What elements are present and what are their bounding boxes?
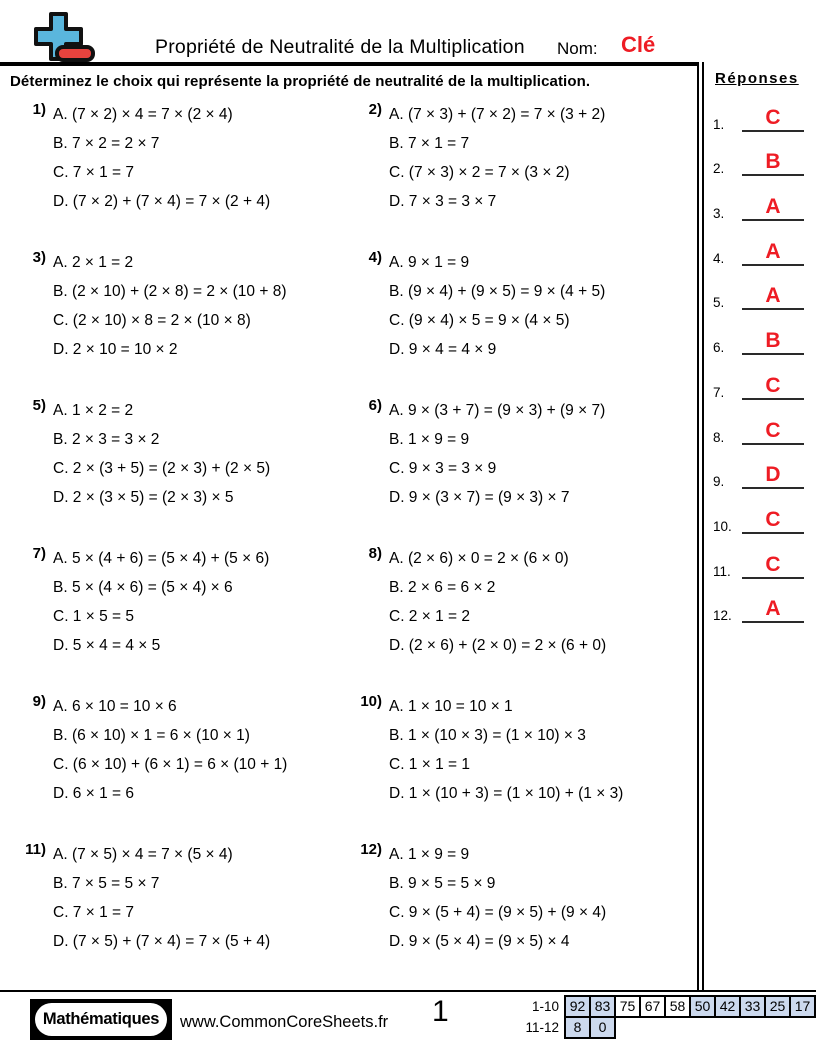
choice-list [389, 692, 623, 808]
problem-number: 6) [368, 397, 382, 414]
problem-5 [10, 396, 346, 544]
answer-number: 3. [713, 206, 725, 222]
problem-10 [346, 692, 686, 840]
answer-letter: C [742, 554, 804, 579]
score-cell: 75 [614, 995, 641, 1018]
choice-a: A. 1 × 2 = 2 [53, 402, 134, 419]
problem-7 [10, 544, 346, 692]
score-cell: 58 [664, 995, 691, 1018]
answer-letter: A [742, 285, 804, 310]
problem-number: 1) [32, 101, 46, 118]
choice-d: D. (7 × 5) + (7 × 4) = 7 × (5 + 4) [53, 933, 271, 950]
answer-item-6 [713, 310, 816, 355]
choice-a: A. (7 × 3) + (7 × 2) = 7 × (3 + 2) [389, 106, 606, 123]
answer-item-5 [713, 266, 816, 311]
answer-number: 5. [713, 295, 725, 311]
choice-b: B. 5 × (4 × 6) = (5 × 4) × 6 [53, 579, 233, 596]
choice-c: C. (7 × 3) × 2 = 7 × (3 × 2) [389, 164, 570, 181]
choice-c: C. (9 × 4) × 5 = 9 × (4 × 5) [389, 312, 570, 329]
instruction-text: Déterminez le choix qui représente la propriété de neutralité de la multiplication. [10, 73, 591, 90]
choice-d: D. 6 × 1 = 6 [53, 785, 134, 802]
choice-a: A. (7 × 5) × 4 = 7 × (5 × 4) [53, 846, 233, 863]
choice-c: C. 2 × (3 + 5) = (2 × 3) + (2 × 5) [53, 460, 271, 477]
answer-item-9 [713, 445, 816, 490]
choice-list [53, 544, 269, 660]
answer-number: 6. [713, 340, 725, 356]
problem-number: 10) [360, 693, 382, 710]
choice-list [389, 544, 606, 660]
choice-a: A. 6 × 10 = 10 × 6 [53, 698, 177, 715]
problem-2 [346, 100, 686, 248]
choice-c: C. 2 × 1 = 2 [389, 608, 470, 625]
answer-item-1 [713, 87, 816, 132]
choice-b: B. 1 × (10 × 3) = (1 × 10) × 3 [389, 727, 586, 744]
choice-c: C. 1 × 5 = 5 [53, 608, 134, 625]
problem-6 [346, 396, 686, 544]
body [0, 62, 816, 990]
choice-d: D. 7 × 3 = 3 × 7 [389, 193, 497, 210]
answer-list [713, 87, 816, 623]
choice-c: C. 9 × 3 = 3 × 9 [389, 460, 497, 477]
score-row-label: 11-12 [525, 1020, 559, 1035]
answers-title: Réponses [715, 70, 799, 87]
choice-d: D. 9 × 4 = 4 × 9 [389, 341, 497, 358]
answer-item-3 [713, 176, 816, 221]
choice-c: C. 7 × 1 = 7 [53, 904, 134, 921]
answer-number: 2. [713, 161, 725, 177]
answer-letter: B [742, 151, 804, 176]
header [0, 0, 816, 62]
choice-a: A. (2 × 6) × 0 = 2 × (6 × 0) [389, 550, 569, 567]
choice-c: C. (6 × 10) + (6 × 1) = 6 × (10 + 1) [53, 756, 288, 773]
answer-item-8 [713, 400, 816, 445]
answer-letter: A [742, 241, 804, 266]
name-label: Nom: [557, 39, 598, 58]
answer-item-12 [713, 579, 816, 624]
problem-11 [10, 840, 346, 988]
answer-number: 7. [713, 384, 725, 400]
answer-number: 12. [713, 608, 732, 624]
choice-d: D. (2 × 6) + (2 × 0) = 2 × (6 + 0) [389, 637, 607, 654]
answer-item-4 [713, 221, 816, 266]
answers-panel [702, 62, 816, 990]
score-cell: 42 [714, 995, 741, 1018]
choice-b: B. 1 × 9 = 9 [389, 431, 470, 448]
score-cell: 50 [689, 995, 716, 1018]
choice-list [389, 100, 605, 216]
answer-item-7 [713, 355, 816, 400]
answer-letter: C [742, 509, 804, 534]
answer-letter: C [742, 107, 804, 132]
problem-3 [10, 248, 346, 396]
subject-badge-label: Mathématiques [35, 1003, 167, 1036]
choice-d: D. 9 × (3 × 7) = (9 × 3) × 7 [389, 489, 570, 506]
score-row-label: 1-10 [531, 999, 559, 1014]
choice-a: A. 2 × 1 = 2 [53, 254, 134, 271]
subject-badge [30, 999, 172, 1040]
footer [0, 990, 816, 1056]
score-cell: 25 [764, 995, 791, 1018]
answer-number: 4. [713, 250, 725, 266]
answer-item-11 [713, 534, 816, 579]
problem-number: 9) [32, 693, 46, 710]
choice-a: A. 9 × (3 + 7) = (9 × 3) + (9 × 7) [389, 402, 606, 419]
problem-number: 5) [32, 397, 46, 414]
logo-plus-minus-icon [29, 11, 101, 68]
answer-number: 1. [713, 116, 725, 132]
problems-grid [10, 100, 697, 988]
problem-number: 4) [368, 249, 382, 266]
problem-number: 11) [25, 841, 46, 858]
problem-number: 8) [368, 545, 382, 562]
choice-list [389, 840, 606, 956]
problem-4 [346, 248, 686, 396]
choice-b: B. 7 × 2 = 2 × 7 [53, 135, 160, 152]
answer-letter: A [742, 598, 804, 623]
answer-letter: C [742, 420, 804, 445]
choice-b: B. 2 × 6 = 6 × 2 [389, 579, 496, 596]
choice-b: B. (9 × 4) + (9 × 5) = 9 × (4 + 5) [389, 283, 606, 300]
problem-number: 12) [360, 841, 382, 858]
score-cell: 83 [589, 995, 616, 1018]
score-cell: 8 [564, 1016, 591, 1039]
choice-list [53, 840, 270, 956]
name-value: Clé [621, 32, 656, 57]
answer-number: 10. [713, 518, 732, 534]
choice-list [53, 396, 270, 512]
problems-area [0, 62, 699, 990]
choice-d: D. 9 × (5 × 4) = (9 × 5) × 4 [389, 933, 570, 950]
choice-list [389, 396, 605, 512]
answer-letter: C [742, 375, 804, 400]
answer-item-2 [713, 132, 816, 177]
choice-b: B. 7 × 1 = 7 [389, 135, 470, 152]
choice-d: D. 5 × 4 = 4 × 5 [53, 637, 161, 654]
choice-d: D. 2 × 10 = 10 × 2 [53, 341, 178, 358]
problem-number: 2) [368, 101, 382, 118]
answer-letter: A [742, 196, 804, 221]
choice-c: C. 9 × (5 + 4) = (9 × 5) + (9 × 4) [389, 904, 607, 921]
answer-letter: D [742, 464, 804, 489]
choice-list [389, 248, 605, 364]
page-number: 1 [432, 995, 449, 1028]
score-cell: 17 [789, 995, 816, 1018]
score-table [511, 995, 816, 1039]
choice-d: D. (7 × 2) + (7 × 4) = 7 × (2 + 4) [53, 193, 271, 210]
score-cell: 92 [564, 995, 591, 1018]
choice-b: B. 7 × 5 = 5 × 7 [53, 875, 160, 892]
choice-b: B. 2 × 3 = 3 × 2 [53, 431, 160, 448]
choice-c: C. 1 × 1 = 1 [389, 756, 470, 773]
choice-b: B. (6 × 10) × 1 = 6 × (10 × 1) [53, 727, 250, 744]
choice-d: D. 2 × (3 × 5) = (2 × 3) × 5 [53, 489, 234, 506]
problem-1 [10, 100, 346, 248]
choice-a: A. 1 × 9 = 9 [389, 846, 470, 863]
choice-b: B. 9 × 5 = 5 × 9 [389, 875, 496, 892]
problem-12 [346, 840, 686, 988]
choice-a: A. 5 × (4 + 6) = (5 × 4) + (5 × 6) [53, 550, 270, 567]
answer-number: 11. [713, 563, 731, 579]
choice-a: A. 9 × 1 = 9 [389, 254, 470, 271]
choice-list [53, 248, 287, 364]
score-cell: 33 [739, 995, 766, 1018]
choice-list [53, 692, 287, 808]
answer-number: 8. [713, 429, 725, 445]
choice-list [53, 100, 270, 216]
problem-9 [10, 692, 346, 840]
problem-8 [346, 544, 686, 692]
problem-number: 7) [32, 545, 46, 562]
choice-a: A. (7 × 2) × 4 = 7 × (2 × 4) [53, 106, 233, 123]
answer-number: 9. [713, 474, 725, 490]
answer-letter: B [742, 330, 804, 355]
score-row-1 [511, 995, 816, 1018]
website-url: www.CommonCoreSheets.fr [180, 1013, 389, 1031]
choice-b: B. (2 × 10) + (2 × 8) = 2 × (10 + 8) [53, 283, 287, 300]
page-title: Propriété de Neutralité de la Multiplication [155, 36, 525, 58]
score-row-2 [511, 1016, 816, 1039]
score-cell: 0 [589, 1016, 616, 1039]
choice-c: C. 7 × 1 = 7 [53, 164, 134, 181]
score-cell: 67 [639, 995, 666, 1018]
choice-a: A. 1 × 10 = 10 × 1 [389, 698, 513, 715]
choice-c: C. (2 × 10) × 8 = 2 × (10 × 8) [53, 312, 251, 329]
choice-d: D. 1 × (10 + 3) = (1 × 10) + (1 × 3) [389, 785, 624, 802]
answer-item-10 [713, 489, 816, 534]
problem-number: 3) [32, 249, 46, 266]
